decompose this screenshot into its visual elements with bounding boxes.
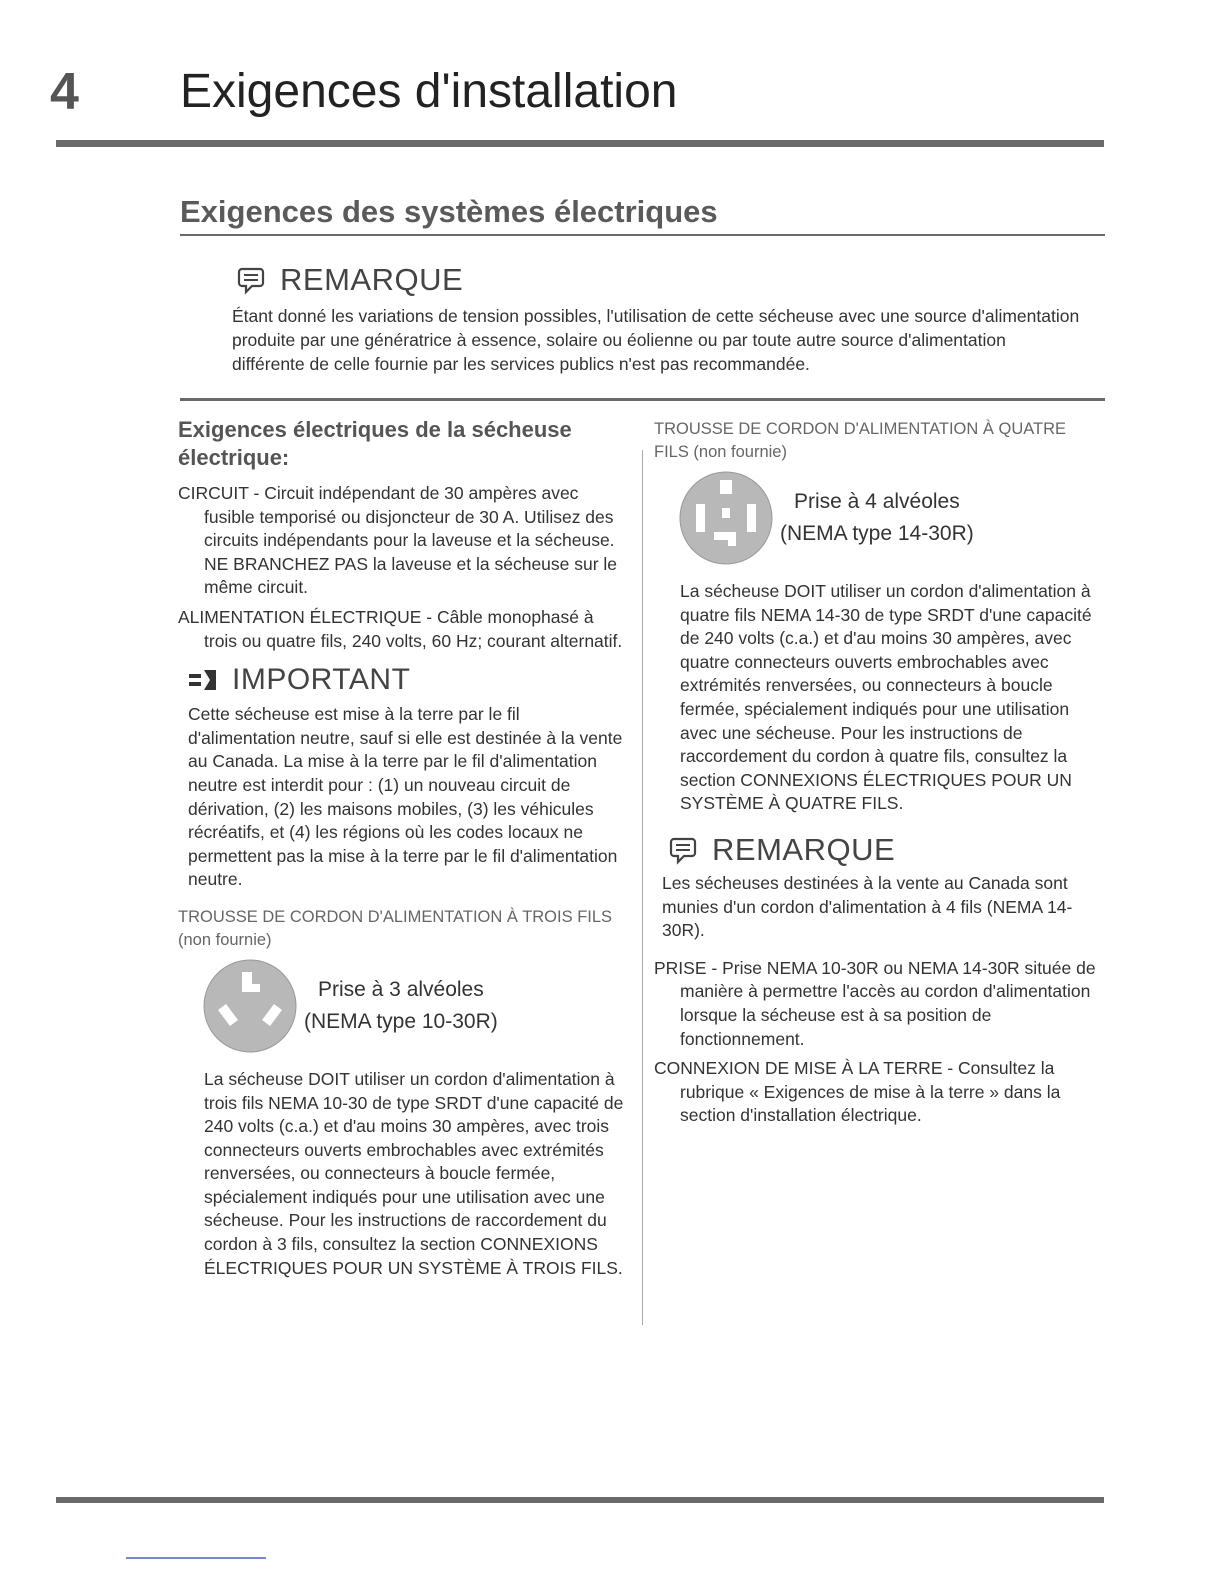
four-wire-kit-label: TROUSSE DE CORDON D'ALIMENTATION À QUATRE FILS (non fournie) xyxy=(654,420,1067,461)
chapter-number: 4 xyxy=(50,63,79,121)
three-prong-outlet-caption xyxy=(304,974,498,1038)
power-supply-requirement: ALIMENTATION ÉLECTRIQUE - Câble monophasé à trois ou quatre fils, 240 volts, 60 Hz; courant alternatif. xyxy=(178,606,623,651)
left-column xyxy=(178,416,628,1280)
remark-label-right: REMARQUE xyxy=(712,831,896,867)
header-rule xyxy=(56,140,1104,147)
footer-rule xyxy=(56,1497,1104,1503)
three-prong-outlet-row xyxy=(202,958,628,1054)
remark-heading-right xyxy=(668,832,1104,868)
three-prong-outlet-type: (NEMA type 10-30R) xyxy=(304,1009,498,1033)
three-prong-outlet-icon xyxy=(202,958,298,1054)
remark-heading-top xyxy=(236,262,463,298)
right-column xyxy=(654,418,1104,1134)
remark-text-right: Les sécheuses destinées à la vente au Canada sont munies d'un cordon d'alimentation à 4 fils (NEMA 14-30R). xyxy=(662,872,1073,941)
circuit-requirement: CIRCUIT - Circuit indépendant de 30 ampères avec fusible temporisé ou disjoncteur de 30 A. Utilisez des circuits indépendants pour la laveuse et la sécheuse. NE BRANCHEZ PAS la laveuse et la sécheuse sur le même circuit. xyxy=(178,483,618,598)
electrical-requirements-heading: Exigences électriques de la sécheuse électrique: xyxy=(178,417,572,470)
note-icon xyxy=(668,835,698,865)
column-divider xyxy=(642,450,643,1325)
three-prong-outlet-title: Prise à 3 alvéoles xyxy=(317,977,484,1001)
grounding-requirement: CONNEXION DE MISE À LA TERRE - Consultez la rubrique « Exigences de mise à la terre » dans la section d'installation électrique. xyxy=(654,1058,1061,1126)
four-wire-cord-text: La sécheuse DOIT utiliser un cordon d'alimentation à quatre fils NEMA 14-30 de type SRDT d'une capacité de 240 volts (c.a.) et d'au moins 30 ampères, avec quatre connecteurs ouverts embrochables avec extrémités renversées, ou connecteurs à boucle fermée, spécialement indiqués pour une utilisation avec une sécheuse. Pour les instructions de raccordement du cordon à quatre fils, consultez la section CONNEXIONS ÉLECTRIQUES POUR UN SYSTÈME À QUATRE FILS. xyxy=(680,581,1092,814)
remark-text-top: Étant donné les variations de tension possibles, l'utilisation de cette sécheuse avec une source d'alimentation produite par une génératrice à essence, solaire ou éolienne ou par toute autre source d'alimentation différente de celle fournie par les services publics n'est pas recommandée. xyxy=(232,306,1080,374)
important-heading xyxy=(188,663,628,697)
section-title: Exigences des systèmes électriques xyxy=(180,194,718,229)
four-prong-outlet-row xyxy=(678,470,1104,566)
chapter-title: Exigences d'installation xyxy=(180,65,678,118)
section-rule xyxy=(180,234,1105,236)
three-wire-kit-label: TROUSSE DE CORDON D'ALIMENTATION À TROIS FILS (non fournie) xyxy=(178,907,613,949)
important-label: IMPORTANT xyxy=(232,663,411,697)
important-icon xyxy=(188,668,218,692)
remark-label-top: REMARQUE xyxy=(280,262,464,297)
outlet-requirement: PRISE - Prise NEMA 10-30R ou NEMA 14-30R située de manière à permettre l'accès au cordon d'alimentation lorsque la sécheuse est à sa position de fonctionnement. xyxy=(654,957,1096,1049)
important-text: Cette sécheuse est mise à la terre par le fil d'alimentation neutre, sauf si elle est destinée à la vente au Canada. La mise à la terre par le fil d'alimentation neutre est interdit pour : (1) un nouveau circuit de dérivation, (2) les maisons mobiles, (3) les véhicules récréatifs, et (4) les régions où les codes locaux ne permettent pas la mise à la terre par le fil d'alimentation neutre. xyxy=(188,704,623,890)
note-icon xyxy=(236,265,266,295)
four-prong-outlet-icon xyxy=(678,470,774,566)
four-prong-outlet-title: Prise à 4 alvéoles xyxy=(793,490,960,513)
footer-mark xyxy=(126,1557,266,1559)
columns-rule xyxy=(180,398,1105,401)
four-prong-outlet-caption xyxy=(780,486,974,550)
four-prong-outlet-type: (NEMA type 14-30R) xyxy=(780,522,974,545)
three-wire-cord-text: La sécheuse DOIT utiliser un cordon d'alimentation à trois fils NEMA 10-30 de type SRDT d'une capacité de 240 volts (c.a.) et d'au moins 30 ampères, avec trois connecteurs ouverts embrochables avec extrémités renversées, ou connecteurs à boucle fermée, spécialement indiqués pour une utilisation avec une sécheuse. Pour les instructions de raccordement du cordon à 3 fils, consultez la section CONNEXIONS ÉLECTRIQUES POUR UN SYSTÈME À TROIS FILS. xyxy=(204,1068,624,1278)
